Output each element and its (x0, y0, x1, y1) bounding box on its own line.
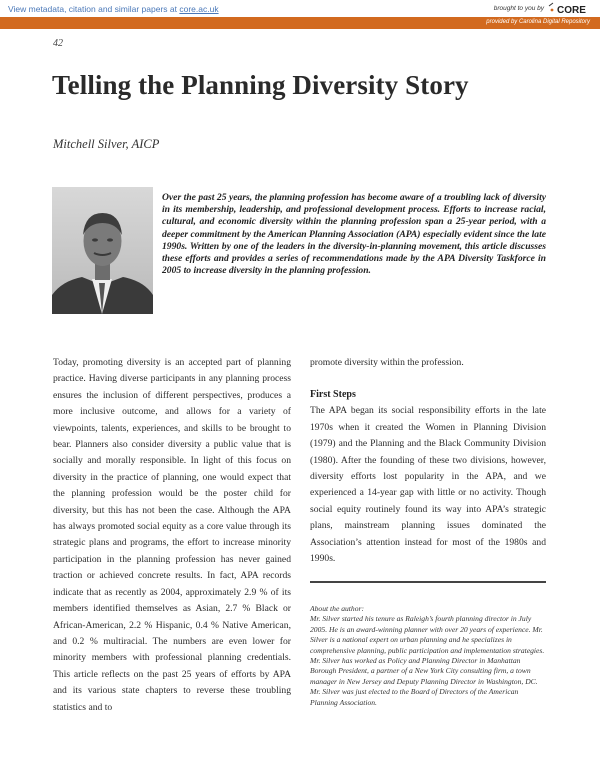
body-column-left (53, 355, 291, 716)
metadata-text: View metadata, citation and similar papers at (8, 4, 180, 14)
page-number: 42 (53, 38, 63, 49)
author-portrait-photo (52, 187, 153, 314)
core-logo-icon[interactable] (548, 1, 590, 15)
divider-rule (310, 581, 546, 583)
top-banner (0, 0, 600, 29)
author-byline: Mitchell Silver, AICP (53, 137, 160, 151)
about-text: Mr. Silver started his tenure as Raleigh’s fourth planning director in July 2005. He is an award-winning planner with over 20 years of experience. Mr. Silver is a national expert on urban planning and he specializes in comprehensive planning, public participation and implementation strategies. Mr. Silver has worked as Policy and Planning Director in Manhattan Borough President, a partner of a New York City consulting firm, a town manager in New Jersey and Deputy Planning Director in Washington, DC. Mr. Silver was just elected to the Board of Directors of the American Planning Association. (310, 614, 545, 707)
core-ac-uk-link[interactable]: core.ac.uk (179, 4, 219, 14)
article-abstract: Over the past 25 years, the planning profession has become aware of a troubling lack of diversity in its membership, leadership, and professional development process. Efforts to increase racial, cultural, and economic diversity within the planning profession span a 25-year period, with a deeper commitment by the American Planning Association (APA) especially evident since the late 1990s. Written by one of the leaders in the diversity-in-planning movement, this article discusses these efforts and provides a series of recommendations made by the APA Diversity Taskforce in 2005 to increase diversity in the planning profession. (162, 192, 546, 277)
core-logo-text: CORE (557, 5, 586, 15)
provided-by-text[interactable]: provided by Carolina Digital Repository (486, 19, 590, 25)
brought-by-label: brought to you by (493, 5, 544, 12)
article-title: Telling the Planning Diversity Story (52, 70, 469, 100)
intro-paragraph: Today, promoting diversity is an accepted part of planning practice. Having diverse participants in any planning process ensures the inclusion of different perspectives, produces a more inclusive outcome, and allows for a variety of viewpoints, talents, experiences, and skills to be brought to bear. Planners also consider diversity a public value that is socially and morally responsible. In light of this focus on diversity in the practice of planning, one would expect that the planning profession would be the poster child for diversity, but this has not been the case. Although the APA has always promoted social equity as a core value through its strategic plans and programs, the effort to increase minority participation in the planning profession has never gained traction or achieved concrete results. In fact, APA records indicate that as recently as 2004, approximately 2.9 % of its members identified themselves as Asian, 2.7 % Black or African-American, 2.2 % Hispanic, 0.4 % Native American, and 0.2 % multiracial. The numbers are even lower for minority members with professional planning credentials. This article reflects on the past 25 years of efforts by APA and its various state chapters to reverse these troubling statistics and to (53, 357, 291, 713)
first-steps-paragraph: The APA began its social responsibility efforts in the late 1970s when it created the Women in Planning Division (1979) and the Planning and the Black Community Division (1980). After the founding of these two divisions, however, diversity efforts lost popularity in the APA, and we experienced a 14-year gap with little or no activity. Though social equity routinely found its way into APA’s strategic plans, mainstream planning issues dominated the Association’s attention instead for most of the 1980s and 1990s. (310, 405, 546, 565)
paragraph-gap (310, 371, 546, 387)
section-heading: First Steps (310, 389, 356, 401)
continuation-paragraph: promote diversity within the profession. (310, 357, 464, 368)
body-column-right (310, 355, 546, 567)
about-author-note (310, 604, 546, 708)
about-heading: About the author: (310, 604, 364, 613)
provided-by-bar (0, 17, 600, 29)
metadata-link[interactable] (8, 4, 219, 14)
